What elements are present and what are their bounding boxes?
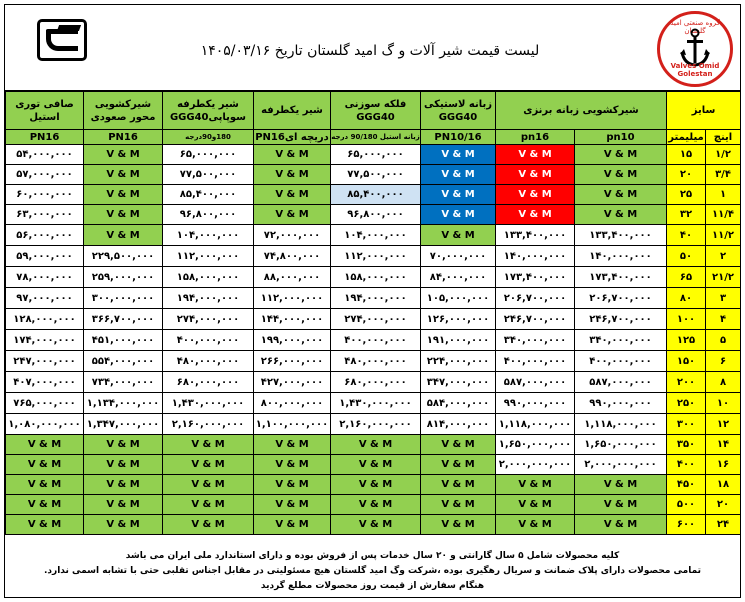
table-row: [6, 475, 741, 495]
table-cell: ۵۵۴,۰۰۰,۰۰۰: [84, 351, 163, 372]
table-cell: ۷۰,۰۰۰,۰۰۰: [421, 246, 496, 267]
footer-note: هنگام سفارش از قیمت روز محصولات مطلع گردید: [260, 581, 485, 591]
table-cell: ۱۴۰,۰۰۰,۰۰۰: [496, 246, 575, 267]
table-cell: ۱,۰۸۰,۰۰۰,۰۰۰: [6, 414, 84, 435]
table-cell: ۱۰: [706, 393, 741, 414]
table-cell: ۲۰۰: [667, 372, 706, 393]
subheader-pn16: pn16: [496, 130, 575, 145]
subheader-lift-check: 180و90درجه: [163, 130, 254, 145]
subheader-pn10-16: PN10/16: [421, 130, 496, 145]
table-cell: ۲۲۴,۰۰۰,۰۰۰: [421, 351, 496, 372]
table-cell: ۱۹۱,۰۰۰,۰۰۰: [421, 330, 496, 351]
table-cell: ۲۴۶,۷۰۰,۰۰۰: [575, 309, 667, 330]
subheader-pn10: pn10: [575, 130, 667, 145]
table-cell: ۲۶۶,۰۰۰,۰۰۰: [254, 351, 331, 372]
table-cell: ۸۵,۴۰۰,۰۰۰: [331, 185, 421, 205]
table-cell: ۱۰۴,۰۰۰,۰۰۰: [331, 225, 421, 246]
table-cell: ۹۶,۸۰۰,۰۰۰: [331, 205, 421, 225]
table-row: [6, 372, 741, 393]
table-cell: ۶۰,۰۰۰,۰۰۰: [6, 185, 84, 205]
table-cell: ۲۰: [706, 495, 741, 515]
table-cell: ۱: [706, 185, 741, 205]
table-cell: ۶۰۰: [667, 515, 706, 535]
table-cell: ۱,۱۱۸,۰۰۰,۰۰۰: [496, 414, 575, 435]
table-cell: ۷۴,۸۰۰,۰۰۰: [254, 246, 331, 267]
table-cell: ۴۰۰,۰۰۰,۰۰۰: [575, 351, 667, 372]
table-cell: V & M: [496, 205, 575, 225]
table-cell: ۲۷۴,۰۰۰,۰۰۰: [331, 309, 421, 330]
table-cell: ۶۸۰,۰۰۰,۰۰۰: [163, 372, 254, 393]
table-cell: V & M: [254, 515, 331, 535]
table-cell: ۲۰: [667, 165, 706, 185]
table-cell: ۲۰۶,۷۰۰,۰۰۰: [496, 288, 575, 309]
table-cell: ۸۴,۰۰۰,۰۰۰: [421, 267, 496, 288]
table-cell: V & M: [6, 455, 84, 475]
table-cell: ۱,۳۴۷,۰۰۰,۰۰۰: [84, 414, 163, 435]
table-cell: ۵۷,۰۰۰,۰۰۰: [6, 165, 84, 185]
table-row: [6, 205, 741, 225]
table-row: [6, 288, 741, 309]
table-row: [6, 309, 741, 330]
table-cell: V & M: [163, 435, 254, 455]
table-cell: ۴۰۷,۰۰۰,۰۰۰: [6, 372, 84, 393]
table-cell: ۱۶: [706, 455, 741, 475]
footer-notes: [5, 535, 740, 597]
price-table: [5, 91, 741, 535]
table-cell: ۵۸۴,۰۰۰,۰۰۰: [421, 393, 496, 414]
table-cell: ۱۵۸,۰۰۰,۰۰۰: [163, 267, 254, 288]
table-cell: V & M: [496, 165, 575, 185]
table-cell: ۳۵۰: [667, 435, 706, 455]
table-cell: ۱۲۵: [667, 330, 706, 351]
table-cell: ۱۲: [706, 414, 741, 435]
table-cell: V & M: [254, 435, 331, 455]
col-header-needle-valve: فلکه سوزنی GGG40: [331, 92, 421, 130]
table-cell: ۳۶۶,۷۰۰,۰۰۰: [84, 309, 163, 330]
table-row: [6, 435, 741, 455]
table-cell: ۲۵: [667, 185, 706, 205]
table-cell: ۱۱/۴: [706, 205, 741, 225]
table-cell: V & M: [6, 435, 84, 455]
table-cell: ۱۳۳,۴۰۰,۰۰۰: [496, 225, 575, 246]
table-cell: V & M: [84, 205, 163, 225]
table-row: [6, 455, 741, 475]
table-cell: V & M: [163, 515, 254, 535]
table-cell: V & M: [254, 145, 331, 165]
table-cell: ۸۱۴,۰۰۰,۰۰۰: [421, 414, 496, 435]
col-header-bronze-gate: شیرکشویی زبانه برنزی: [496, 92, 667, 130]
table-cell: ۵: [706, 330, 741, 351]
table-cell: ۶۵,۰۰۰,۰۰۰: [331, 145, 421, 165]
table-cell: V & M: [496, 475, 575, 495]
footer-note: تمامی محصولات دارای پلاک ضمانت و سریال رهگیری بوده ،شرکت وگ امید گلستان هیچ مسئولیتی در مقابل اجناس تقلبی حتی با تشابه اسمی ندارد.: [43, 566, 702, 576]
table-cell: ۱۳۳,۴۰۰,۰۰۰: [575, 225, 667, 246]
table-cell: V & M: [254, 205, 331, 225]
table-cell: ۱۴: [706, 435, 741, 455]
table-cell: ۱,۴۳۰,۰۰۰,۰۰۰: [163, 393, 254, 414]
table-row: [6, 165, 741, 185]
page-title: لیست قیمت شیر آلات و گ امید گلستان تاریخ ۱۴۰۵/۰۳/۱۶: [200, 43, 540, 59]
table-cell: ۱,۴۳۰,۰۰۰,۰۰۰: [331, 393, 421, 414]
table-cell: ۶۵,۰۰۰,۰۰۰: [163, 145, 254, 165]
table-cell: ۱۸: [706, 475, 741, 495]
table-cell: ۷۸,۰۰۰,۰۰۰: [6, 267, 84, 288]
table-cell: V & M: [84, 185, 163, 205]
table-cell: ۵۸۷,۰۰۰,۰۰۰: [496, 372, 575, 393]
table-cell: V & M: [163, 455, 254, 475]
table-cell: ۹۹۰,۰۰۰,۰۰۰: [496, 393, 575, 414]
table-cell: V & M: [421, 205, 496, 225]
table-cell: ۱۲۸,۰۰۰,۰۰۰: [6, 309, 84, 330]
table-cell: ۶: [706, 351, 741, 372]
table-cell: V & M: [84, 455, 163, 475]
table-cell: ۱,۶۵۰,۰۰۰,۰۰۰: [575, 435, 667, 455]
table-cell: V & M: [84, 515, 163, 535]
table-cell: ۱۲۶,۰۰۰,۰۰۰: [421, 309, 496, 330]
col-header-strainer: صافی توری استیل: [6, 92, 84, 130]
table-cell: V & M: [421, 515, 496, 535]
sheet-header: [5, 5, 740, 91]
table-cell: ۱۷۴,۰۰۰,۰۰۰: [6, 330, 84, 351]
table-cell: ۵۹,۰۰۰,۰۰۰: [6, 246, 84, 267]
table-row: [6, 246, 741, 267]
table-cell: V & M: [84, 495, 163, 515]
table-cell: V & M: [575, 475, 667, 495]
table-cell: ۵۶,۰۰۰,۰۰۰: [6, 225, 84, 246]
col-header-size: سایز: [667, 92, 741, 130]
table-cell: ۶۸۰,۰۰۰,۰۰۰: [331, 372, 421, 393]
table-cell: V & M: [575, 165, 667, 185]
table-cell: V & M: [163, 475, 254, 495]
table-cell: ۷۶۵,۰۰۰,۰۰۰: [6, 393, 84, 414]
table-cell: ۲: [706, 246, 741, 267]
table-cell: ۸۰۰,۰۰۰,۰۰۰: [254, 393, 331, 414]
table-cell: ۷۲,۰۰۰,۰۰۰: [254, 225, 331, 246]
table-row: [6, 225, 741, 246]
table-cell: V & M: [6, 475, 84, 495]
table-cell: ۱/۲: [706, 145, 741, 165]
table-cell: ۸۵,۴۰۰,۰۰۰: [163, 185, 254, 205]
table-cell: V & M: [6, 515, 84, 535]
table-cell: ۲۴۶,۷۰۰,۰۰۰: [496, 309, 575, 330]
table-cell: ۴۵۰: [667, 475, 706, 495]
table-cell: ۱۵: [667, 145, 706, 165]
table-cell: ۷۷,۵۰۰,۰۰۰: [331, 165, 421, 185]
table-row: [6, 414, 741, 435]
table-cell: ۴۲۷,۰۰۰,۰۰۰: [254, 372, 331, 393]
table-row: [6, 495, 741, 515]
table-cell: V & M: [575, 515, 667, 535]
table-cell: ۲۴۷,۰۰۰,۰۰۰: [6, 351, 84, 372]
table-cell: V & M: [254, 185, 331, 205]
table-cell: ۴۸۰,۰۰۰,۰۰۰: [163, 351, 254, 372]
subheader-check: دریچه ایPN16: [255, 131, 329, 143]
table-cell: V & M: [84, 165, 163, 185]
table-cell: ۷۷,۵۰۰,۰۰۰: [163, 165, 254, 185]
table-cell: V & M: [84, 225, 163, 246]
table-cell: ۵۰: [667, 246, 706, 267]
table-cell: ۱,۱۰۰,۰۰۰,۰۰۰: [254, 414, 331, 435]
table-subheader-row: [6, 130, 741, 145]
table-cell: ۱۷۳,۴۰۰,۰۰۰: [575, 267, 667, 288]
table-cell: ۱۹۴,۰۰۰,۰۰۰: [331, 288, 421, 309]
table-cell: ۸۰: [667, 288, 706, 309]
table-cell: V & M: [421, 225, 496, 246]
table-cell: V & M: [331, 435, 421, 455]
table-cell: ۳۰۰,۰۰۰,۰۰۰: [84, 288, 163, 309]
table-cell: ۴۰۰,۰۰۰,۰۰۰: [163, 330, 254, 351]
table-cell: V & M: [331, 475, 421, 495]
table-cell: ۲۴: [706, 515, 741, 535]
table-cell: ۸۸,۰۰۰,۰۰۰: [254, 267, 331, 288]
table-cell: ۳۴۰,۰۰۰,۰۰۰: [575, 330, 667, 351]
company-logo-icon: گروه صنعتی امید گلستان Valves Omid Golestan: [657, 11, 733, 87]
table-cell: V & M: [575, 495, 667, 515]
price-list-sheet: [4, 4, 741, 598]
table-cell: V & M: [254, 165, 331, 185]
table-cell: V & M: [496, 185, 575, 205]
table-cell: ۲,۱۶۰,۰۰۰,۰۰۰: [163, 414, 254, 435]
table-cell: V & M: [84, 475, 163, 495]
col-header-rubber-gate: زبانه لاستیکی GGG40: [421, 92, 496, 130]
table-cell: V & M: [331, 495, 421, 515]
table-cell: V & M: [84, 435, 163, 455]
table-cell: ۲۵۰: [667, 393, 706, 414]
table-cell: ۵۴,۰۰۰,۰۰۰: [6, 145, 84, 165]
table-row: [6, 393, 741, 414]
table-cell: ۴۰۰,۰۰۰,۰۰۰: [496, 351, 575, 372]
table-cell: V & M: [421, 185, 496, 205]
col-header-lift-check-valve: شیر یکطرفه سوپاپیGGG40: [163, 92, 254, 130]
table-cell: V & M: [575, 185, 667, 205]
table-cell: ۴۰۰,۰۰۰,۰۰۰: [331, 330, 421, 351]
table-cell: ۳۰۰: [667, 414, 706, 435]
table-cell: V & M: [6, 495, 84, 515]
table-cell: V & M: [84, 145, 163, 165]
table-cell: ۱۰۰: [667, 309, 706, 330]
table-cell: ۱۱/۲: [706, 225, 741, 246]
table-cell: ۱۱۲,۰۰۰,۰۰۰: [331, 246, 421, 267]
table-cell: V & M: [254, 455, 331, 475]
table-cell: ۲۱/۲: [706, 267, 741, 288]
table-cell: ۴: [706, 309, 741, 330]
table-cell: ۷۳۴,۰۰۰,۰۰۰: [84, 372, 163, 393]
table-cell: ۶۵: [667, 267, 706, 288]
table-row: [6, 145, 741, 165]
table-cell: ۱۹۹,۰۰۰,۰۰۰: [254, 330, 331, 351]
table-cell: V & M: [496, 515, 575, 535]
table-cell: ۸: [706, 372, 741, 393]
table-row: [6, 515, 741, 535]
table-cell: V & M: [496, 145, 575, 165]
standard-logo-icon: [37, 19, 87, 61]
table-row: [6, 330, 741, 351]
subheader-needle: زبانه استیل 90/180 درجه: [331, 130, 421, 145]
table-cell: ۲۵۹,۰۰۰,۰۰۰: [84, 267, 163, 288]
table-header-row: [6, 92, 741, 130]
table-cell: ۱۵۸,۰۰۰,۰۰۰: [331, 267, 421, 288]
subheader-rising: PN16: [84, 130, 163, 145]
table-cell: ۱۴۴,۰۰۰,۰۰۰: [254, 309, 331, 330]
table-cell: ۱۹۴,۰۰۰,۰۰۰: [163, 288, 254, 309]
table-cell: V & M: [575, 205, 667, 225]
table-cell: ۱۰۵,۰۰۰,۰۰۰: [421, 288, 496, 309]
table-cell: ۳/۴: [706, 165, 741, 185]
table-cell: V & M: [421, 435, 496, 455]
table-cell: ۲۰۶,۷۰۰,۰۰۰: [575, 288, 667, 309]
table-cell: ۴۰: [667, 225, 706, 246]
table-row: [6, 185, 741, 205]
table-cell: ۹۹۰,۰۰۰,۰۰۰: [575, 393, 667, 414]
table-row: [6, 267, 741, 288]
table-cell: ۵۸۷,۰۰۰,۰۰۰: [575, 372, 667, 393]
table-cell: ۲,۰۰۰,۰۰۰,۰۰۰: [496, 455, 575, 475]
table-cell: ۹۷,۰۰۰,۰۰۰: [6, 288, 84, 309]
table-cell: ۱۷۳,۴۰۰,۰۰۰: [496, 267, 575, 288]
table-cell: V & M: [254, 475, 331, 495]
col-header-check-valve: شیر یکطرفه: [254, 92, 331, 130]
table-cell: ۱۵۰: [667, 351, 706, 372]
table-cell: ۴۰۰: [667, 455, 706, 475]
footer-note: کلیه محصولات شامل ۵ سال گارانتی و ۲۰ سال خدمات پس از فروش بوده و دارای استاندارد ملی ایران می باشد: [125, 551, 620, 561]
table-cell: ۲,۱۶۰,۰۰۰,۰۰۰: [331, 414, 421, 435]
table-cell: ۱,۶۵۰,۰۰۰,۰۰۰: [496, 435, 575, 455]
table-cell: ۳۴۷,۰۰۰,۰۰۰: [421, 372, 496, 393]
table-cell: ۶۳,۰۰۰,۰۰۰: [6, 205, 84, 225]
table-cell: V & M: [421, 495, 496, 515]
table-cell: V & M: [163, 495, 254, 515]
table-cell: V & M: [575, 145, 667, 165]
table-cell: V & M: [331, 515, 421, 535]
table-cell: ۲,۰۰۰,۰۰۰,۰۰۰: [575, 455, 667, 475]
table-cell: ۳۲: [667, 205, 706, 225]
table-cell: ۹۶,۸۰۰,۰۰۰: [163, 205, 254, 225]
table-cell: V & M: [331, 455, 421, 475]
subheader-inch: اینچ: [706, 130, 741, 145]
table-cell: ۱,۱۱۸,۰۰۰,۰۰۰: [575, 414, 667, 435]
table-cell: ۲۷۴,۰۰۰,۰۰۰: [163, 309, 254, 330]
table-cell: ۱۴۰,۰۰۰,۰۰۰: [575, 246, 667, 267]
table-cell: ۳: [706, 288, 741, 309]
table-cell: ۴۵۱,۰۰۰,۰۰۰: [84, 330, 163, 351]
table-cell: ۵۰۰: [667, 495, 706, 515]
table-cell: V & M: [421, 475, 496, 495]
table-cell: V & M: [421, 145, 496, 165]
table-cell: V & M: [421, 165, 496, 185]
table-cell: ۳۴۰,۰۰۰,۰۰۰: [496, 330, 575, 351]
table-cell: V & M: [254, 495, 331, 515]
table-cell: ۱,۱۳۴,۰۰۰,۰۰۰: [84, 393, 163, 414]
table-cell: ۲۲۹,۵۰۰,۰۰۰: [84, 246, 163, 267]
table-cell: ۴۸۰,۰۰۰,۰۰۰: [331, 351, 421, 372]
table-cell: ۱۰۴,۰۰۰,۰۰۰: [163, 225, 254, 246]
subheader-strainer: PN16: [6, 130, 84, 145]
col-header-rising-stem-gate: شیرکشویی محور صعودی: [84, 92, 163, 130]
table-row: [6, 351, 741, 372]
table-cell: ۱۱۲,۰۰۰,۰۰۰: [163, 246, 254, 267]
subheader-mm: میلیمتر: [668, 131, 704, 143]
table-cell: V & M: [421, 455, 496, 475]
table-cell: ۱۱۲,۰۰۰,۰۰۰: [254, 288, 331, 309]
table-cell: V & M: [496, 495, 575, 515]
